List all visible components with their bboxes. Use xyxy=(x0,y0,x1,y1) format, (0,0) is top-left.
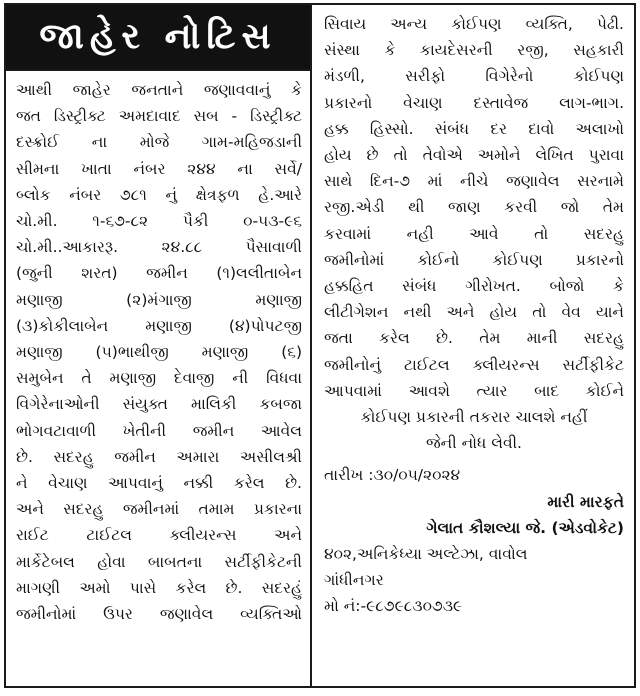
body-line: મંડળી, સરીફો વિગેરેનો કોઈપણ xyxy=(324,67,624,86)
body-line: ચો.મી..આકારરૂ. ૨૪.૮૮ પૈસાવાળી xyxy=(16,238,302,257)
body-line: (જુની શરત) જમીન (૧)લલીતાબેન xyxy=(16,264,302,283)
body-line: રાઈટ ટાઈટલ ક્લીયરન્સ અને xyxy=(16,526,302,545)
body-line: (૩)કોકીલાબેન મણાજી (૪)પોપટજી xyxy=(16,316,302,335)
body-line: માગણી અમો પાસે કરેલ છે. સદરહું xyxy=(16,578,302,597)
left-column xyxy=(6,5,312,686)
phone-number: મો નં:-૯૮૭૯૮૩૦૭૩૯ xyxy=(324,597,463,616)
body-line: માર્કેટેબલ હોવા બાબતના સર્ટીફીકેટની xyxy=(16,552,302,571)
body-line: જમીનોમાં કોઈનો કોઈપણ પ્રકારનો xyxy=(324,250,624,269)
body-line: ચો.મી. ૧-૬૭-૮૨ પૈકી ૦-૫૩-૯૬ xyxy=(16,212,302,231)
body-line: અને સદરહુ જમીનમાં તમામ પ્રકારના xyxy=(16,500,302,519)
body-line: કોઈપણ પ્રકારની તકરાર ચાલશે નહીં xyxy=(360,408,588,427)
body-line: રજી.એડી થી જાણ કરવી જો તેમ xyxy=(324,198,624,217)
body-line: બ્લોક નંબર ૭૮૧ નું ક્ષેત્રફળ હે.આરે xyxy=(16,185,302,204)
signature-via: મારી મારફતે xyxy=(547,492,624,511)
notice-title: જાહેર નોટિસ xyxy=(6,5,310,71)
body-line: મણાજી (૨)મંગાજી મણાજી xyxy=(16,290,302,309)
body-line: સંસ્થા કે કાયદેસરની રજી, સહકારી xyxy=(324,41,624,60)
body-line: પ્રકારનો વેચાણ દસ્તાવેજ લાગ-ભાગ. xyxy=(324,93,624,112)
body-line: લીટીગેશન નથી અને હોય તો વેવ યાને xyxy=(324,303,624,322)
body-line: જમીનોમાં ઉપર જણાવેલ વ્યક્તિઓ xyxy=(16,605,302,624)
body-line: કરવામાં નહી આવે તો સદરહુ xyxy=(324,224,624,243)
body-line: જતા કરેલ છે. તેમ માની સદરહુ xyxy=(324,329,624,348)
body-line: આપવામાં આવશે ત્યાર બાદ કોઈને xyxy=(324,381,624,400)
body-line: સાથે દિન-૭ માં નીચે જણાવેલ સરનામે xyxy=(324,172,624,191)
body-line: મણાજી (૫)ભાથીજી મણાજી (૬) xyxy=(16,343,302,362)
body-line: હક્ક હિસ્સો. સંબંધ દર દાવો અલાખો xyxy=(324,119,624,138)
address-line-1: ૪૦૨,અનિકેધ્યા અલ્ટેઝા, વાવોલ xyxy=(324,545,528,564)
body-line: જમીનોનું ટાઈટલ ક્લીયરન્સ સર્ટીફીકેટ xyxy=(324,355,624,374)
body-line: આથી જાહેર જનતાને જણાવવાનું કે xyxy=(16,81,302,99)
advocate-name: ગેલાત કૌશલ્યા જે. (એડવોકેટ) xyxy=(426,518,624,537)
body-line: ને વેચાણ આપવાનું નક્કી કરેલ છે. xyxy=(16,474,302,493)
body-line: સમુબેન તે મણાજી દેવાજી ની વિધવા xyxy=(16,369,302,388)
body-line: હક્કહિત સંબંધ ગીરોખત. બોજો કે xyxy=(324,277,624,296)
body-line: જત ડિસ્ટ્રીક્ટ અમદાવાદ સબ - ડિસ્ટ્રીક્ટ xyxy=(16,107,302,126)
body-line: હોય છે તો તેવોએ અમોને લેખિત પુરાવા xyxy=(324,146,624,165)
body-line: સીમના ખાતા નંબર ૨૪૪ ના સર્વે/ xyxy=(16,159,302,178)
right-column xyxy=(312,5,634,686)
public-notice xyxy=(4,3,636,688)
body-line: જેની નોધ લેવી. xyxy=(426,434,522,453)
body-line: દસ્ક્રોઈ ના મોજે ગામ-મહિજડાની xyxy=(16,133,302,152)
address-line-2: ગાંધીનગર xyxy=(324,571,384,590)
body-line: સિવાય અન્ય કોઈપણ વ્યક્તિ, પેઢી. xyxy=(324,15,624,33)
notice-date: તારીખ :૩૦/૦૫/૨૦૨૪ xyxy=(324,466,461,485)
body-line: વિગેરેનાઓની સંયુક્ત માલિકી કબજા xyxy=(16,395,302,414)
body-line: છે. સદરહુ જમીન અમારા અસીલશ્રી xyxy=(16,447,302,466)
left-body-text xyxy=(6,71,310,627)
body-line: ભોગવટાવાળી ખેતીની જમીન આવેલ xyxy=(16,421,302,440)
